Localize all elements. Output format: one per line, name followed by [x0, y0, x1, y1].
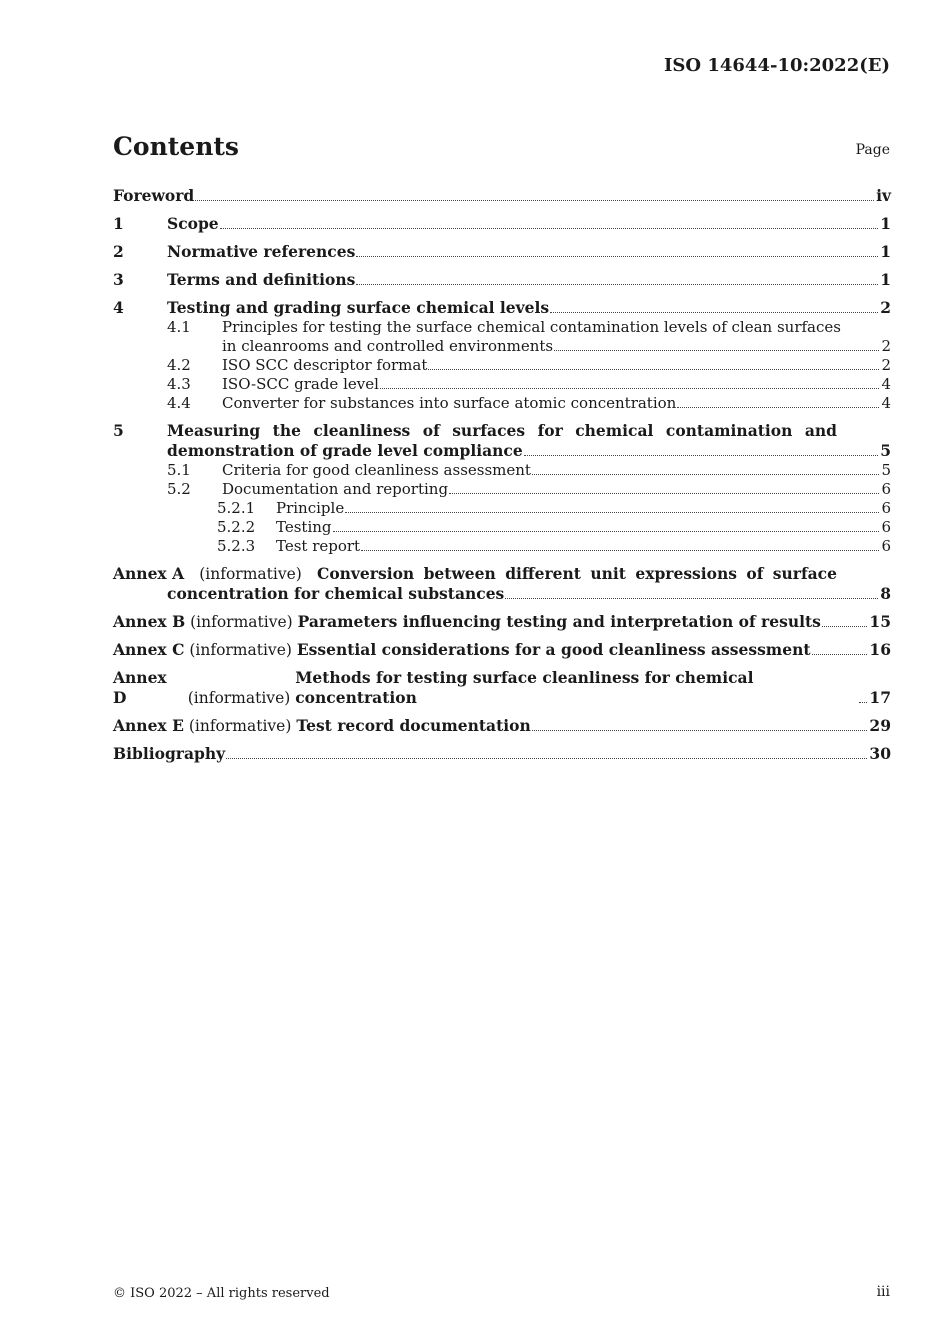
annex-type: (informative): [188, 717, 292, 735]
annex-label: Annex C: [113, 640, 185, 659]
dot-leader: [524, 455, 878, 456]
toc-entry-annex-a[interactable]: [113, 564, 891, 604]
toc-title: Essential considerations for a good cleanliness assessment: [296, 640, 811, 659]
toc-entry-5-1[interactable]: [113, 461, 891, 480]
toc-title-line1: Conversion between different unit expressions of surface: [316, 564, 837, 583]
toc-entry-5-2[interactable]: [113, 480, 891, 499]
document-id: ISO 14644-10:2022(E): [663, 55, 890, 76]
toc-page: 17: [869, 688, 891, 707]
dot-leader: [428, 369, 879, 370]
toc-page: 6: [881, 499, 891, 517]
toc-entry-5[interactable]: [113, 421, 891, 461]
dot-leader: [532, 474, 879, 475]
toc-entry-3[interactable]: [113, 270, 891, 290]
toc-page: 4: [881, 375, 891, 393]
annex-type: (informative): [190, 613, 293, 631]
toc-number: 4.4: [167, 394, 191, 412]
toc-title: Principle: [276, 499, 345, 517]
toc-number: 2: [113, 242, 124, 261]
toc-title-line1: Measuring the cleanliness of surfaces for chemical contamination and: [167, 421, 837, 440]
toc-entry-5-2-3[interactable]: [113, 537, 891, 556]
page-number: iii: [876, 1284, 890, 1300]
toc-number: 5.2.1: [217, 499, 256, 517]
dot-leader: [505, 598, 878, 599]
toc-number: 5.2.3: [217, 537, 256, 555]
toc-entry-annex-d[interactable]: [113, 668, 891, 708]
toc-number: 4.3: [167, 375, 191, 393]
toc-title: Bibliography: [113, 744, 226, 763]
toc-entry-4-2[interactable]: [113, 356, 891, 375]
annex-type: (informative): [187, 689, 291, 707]
toc-page: 8: [880, 584, 891, 603]
toc-entry-2[interactable]: [113, 242, 891, 262]
dot-leader: [361, 550, 879, 551]
toc-number: 5: [113, 421, 124, 440]
table-of-contents: [113, 186, 891, 764]
dot-leader: [195, 200, 874, 201]
toc-title-line2: demonstration of grade level compliance: [167, 441, 523, 460]
toc-page: 1: [880, 214, 891, 233]
contents-title: Contents: [113, 132, 240, 161]
toc-entry-bibliography[interactable]: [113, 744, 891, 764]
toc-entry-4-4[interactable]: [113, 394, 891, 413]
toc-number: 5.2.2: [217, 518, 256, 536]
dot-leader: [859, 702, 867, 703]
toc-number: 1: [113, 214, 124, 233]
toc-page: 4: [881, 394, 891, 412]
toc-title-line2: concentration for chemical substances: [167, 584, 505, 603]
toc-title: Testing: [276, 518, 332, 536]
toc-title: Documentation and reporting: [222, 480, 449, 498]
dot-leader: [333, 531, 880, 532]
toc-entry-foreword[interactable]: [113, 186, 891, 206]
toc-page: 2: [881, 337, 891, 355]
dot-leader: [532, 730, 868, 731]
dot-leader: [226, 758, 867, 759]
toc-page: 1: [880, 242, 891, 261]
toc-page: 15: [869, 612, 891, 631]
toc-entry-4[interactable]: [113, 298, 891, 318]
dot-leader: [550, 312, 878, 313]
annex-label: Annex D: [113, 668, 167, 707]
dot-leader: [822, 626, 868, 627]
toc-entry-1[interactable]: [113, 214, 891, 234]
toc-title: Scope: [167, 214, 219, 233]
toc-page: 30: [869, 744, 891, 763]
toc-title: Foreword: [113, 186, 195, 205]
toc-page: 6: [881, 518, 891, 536]
toc-entry-5-2-1[interactable]: [113, 499, 891, 518]
page-column-label: Page: [855, 142, 890, 158]
toc-title: Testing and grading surface chemical levels: [167, 298, 550, 317]
toc-entry-5-2-2[interactable]: [113, 518, 891, 537]
toc-number: 4.1: [167, 318, 191, 336]
toc-title: ISO-SCC grade level: [222, 375, 379, 393]
annex-label: Annex B: [113, 612, 186, 631]
toc-page: 5: [880, 441, 891, 460]
toc-page: 6: [881, 480, 891, 498]
toc-page: iv: [876, 186, 891, 205]
toc-entry-annex-c[interactable]: [113, 640, 891, 660]
toc-entry-4-3[interactable]: [113, 375, 891, 394]
toc-title: Converter for substances into surface atomic concentration: [222, 394, 677, 412]
toc-page: 16: [869, 640, 891, 659]
annex-type: (informative): [199, 565, 302, 583]
toc-number: 5.2: [167, 480, 191, 498]
annex-label: Annex E: [113, 716, 184, 735]
toc-title: Terms and definitions: [167, 270, 356, 289]
toc-page: 1: [880, 270, 891, 289]
toc-entry-4-1[interactable]: [113, 318, 891, 356]
dot-leader: [380, 388, 880, 389]
toc-number: 5.1: [167, 461, 191, 479]
dot-leader: [345, 512, 879, 513]
toc-title-line2: in cleanrooms and controlled environments: [222, 337, 554, 355]
toc-number: 4: [113, 298, 124, 317]
toc-entry-annex-e[interactable]: [113, 716, 891, 736]
toc-page: 6: [881, 537, 891, 555]
toc-title: Test record documentation: [296, 716, 531, 735]
dot-leader: [449, 493, 879, 494]
toc-title: Normative references: [167, 242, 356, 261]
toc-title: ISO SCC descriptor format: [222, 356, 428, 374]
dot-leader: [220, 228, 879, 229]
annex-type: (informative): [189, 641, 292, 659]
copyright-notice: © ISO 2022 – All rights reserved: [113, 1286, 330, 1301]
toc-title: Methods for testing surface cleanliness for chemical concentration: [295, 668, 754, 707]
toc-page: 29: [869, 716, 891, 735]
dot-leader: [356, 284, 878, 285]
toc-entry-annex-b[interactable]: [113, 612, 891, 632]
toc-title: Criteria for good cleanliness assessment: [222, 461, 531, 479]
toc-number: 3: [113, 270, 124, 289]
toc-number: 4.2: [167, 356, 191, 374]
dot-leader: [677, 407, 879, 408]
toc-page: 5: [881, 461, 891, 479]
dot-leader: [812, 654, 868, 655]
toc-title-line1: Principles for testing the surface chemical contamination levels of clean surfaces: [222, 318, 841, 336]
toc-page: 2: [881, 356, 891, 374]
annex-label: Annex A: [113, 564, 185, 583]
toc-title: Test report: [276, 537, 361, 555]
toc-title: Parameters influencing testing and interpretation of results: [297, 612, 821, 631]
dot-leader: [356, 256, 878, 257]
dot-leader: [554, 350, 879, 351]
toc-page: 2: [880, 298, 891, 317]
